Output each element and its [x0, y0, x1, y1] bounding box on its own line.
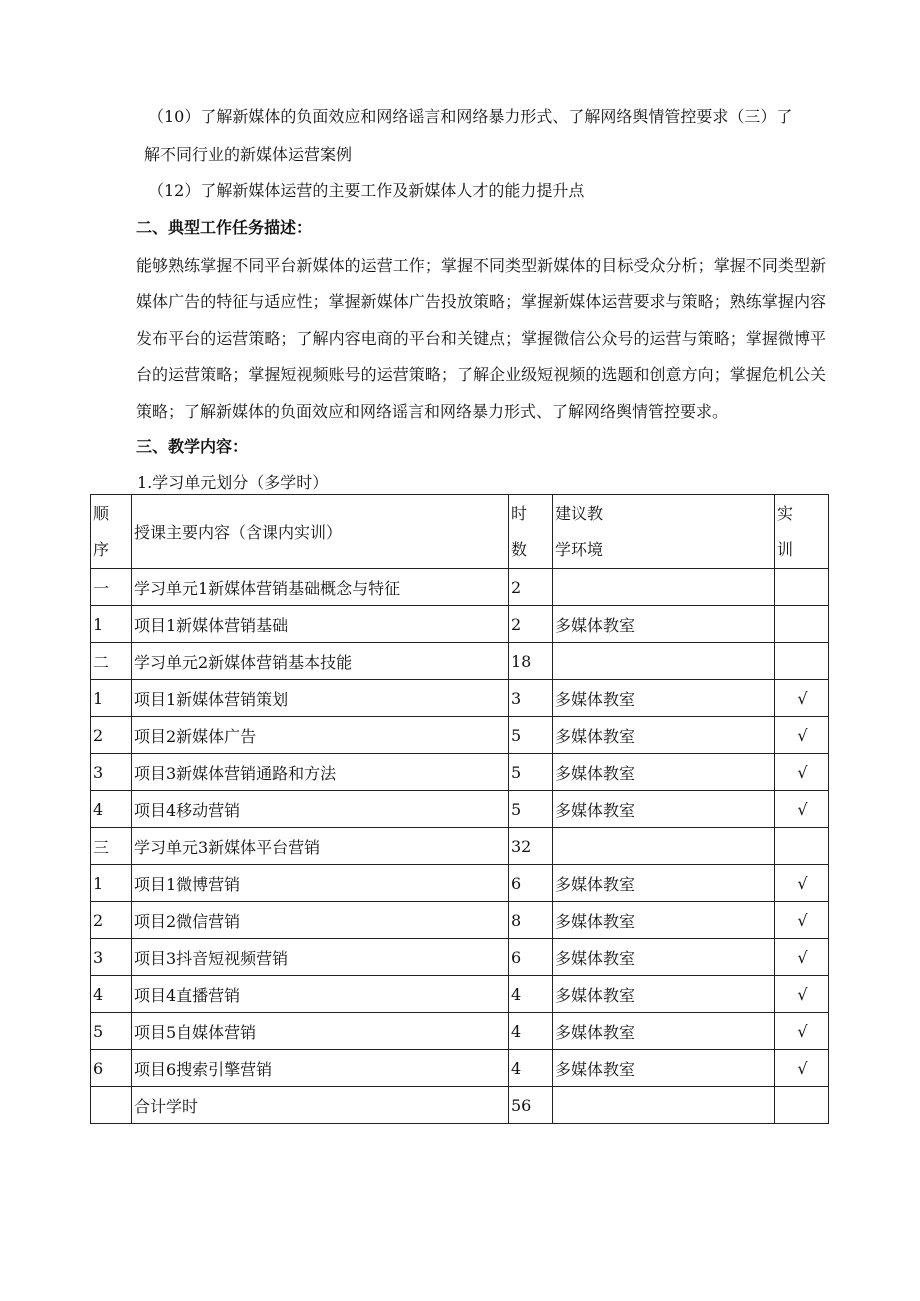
table-row — [91, 791, 829, 828]
cell-env: 多媒体教室 — [553, 939, 775, 976]
header-hours-line-2: 数 — [511, 539, 528, 559]
intro-item-10-line-1: （10）了解新媒体的负面效应和网络谣言和网络暴力形式、了解网络舆情管控要求（三）了 — [148, 107, 793, 126]
cell-hours: 2 — [509, 569, 553, 606]
cell-practice — [775, 1087, 829, 1124]
cell-hours: 32 — [509, 828, 553, 865]
header-env-line-1: 建议教 — [555, 503, 604, 523]
table-header-row — [91, 495, 829, 569]
cell-content: 项目4直播营销 — [132, 976, 509, 1013]
intro-item-12: （12）了解新媒体运营的主要工作及新媒体人才的能力提升点 — [148, 181, 585, 200]
cell-env: 多媒体教室 — [553, 1013, 775, 1050]
cell-hours: 2 — [509, 606, 553, 643]
cell-seq: 6 — [91, 1050, 132, 1087]
cell-practice: √ — [775, 976, 829, 1013]
cell-content: 项目1新媒体营销策划 — [132, 680, 509, 717]
table-row — [91, 902, 829, 939]
section-2-heading: 二、典型工作任务描述： — [136, 218, 313, 237]
table-row — [91, 865, 829, 902]
cell-hours: 4 — [509, 1013, 553, 1050]
table-row — [91, 643, 829, 680]
cell-hours: 56 — [509, 1087, 553, 1124]
cell-seq: 一 — [91, 569, 132, 606]
cell-seq — [91, 1087, 132, 1124]
table-row — [91, 976, 829, 1013]
cell-content: 项目5自媒体营销 — [132, 1013, 509, 1050]
intro-item-10-line-2: 解不同行业的新媒体运营案例 — [144, 145, 353, 164]
cell-content: 项目6搜索引擎营销 — [132, 1050, 509, 1087]
header-practice — [775, 495, 829, 569]
table-row — [91, 754, 829, 791]
cell-seq: 2 — [91, 902, 132, 939]
cell-seq: 三 — [91, 828, 132, 865]
cell-seq: 2 — [91, 717, 132, 754]
cell-seq: 5 — [91, 1013, 132, 1050]
cell-env — [553, 1087, 775, 1124]
header-env-line-2: 学环境 — [555, 539, 604, 559]
cell-practice: √ — [775, 865, 829, 902]
header-hours-line-1: 时 — [511, 503, 528, 523]
cell-practice: √ — [775, 717, 829, 754]
cell-seq: 1 — [91, 606, 132, 643]
cell-content: 学习单元3新媒体平台营销 — [132, 828, 509, 865]
cell-seq: 3 — [91, 754, 132, 791]
cell-env: 多媒体教室 — [553, 680, 775, 717]
cell-hours: 5 — [509, 754, 553, 791]
cell-hours: 6 — [509, 939, 553, 976]
header-practice-line-1: 实 — [777, 503, 794, 523]
cell-practice — [775, 828, 829, 865]
cell-content: 项目1新媒体营销基础 — [132, 606, 509, 643]
table-row — [91, 717, 829, 754]
header-hours — [509, 495, 553, 569]
table-row — [91, 1050, 829, 1087]
cell-practice — [775, 569, 829, 606]
cell-practice: √ — [775, 680, 829, 717]
cell-hours: 8 — [509, 902, 553, 939]
cell-hours: 18 — [509, 643, 553, 680]
cell-seq: 1 — [91, 680, 132, 717]
cell-env: 多媒体教室 — [553, 1050, 775, 1087]
cell-hours: 3 — [509, 680, 553, 717]
table-row — [91, 828, 829, 865]
table-row — [91, 1013, 829, 1050]
header-seq — [91, 495, 132, 569]
cell-practice: √ — [775, 902, 829, 939]
cell-seq: 二 — [91, 643, 132, 680]
cell-practice — [775, 606, 829, 643]
cell-content: 项目1微博营销 — [132, 865, 509, 902]
cell-seq: 3 — [91, 939, 132, 976]
cell-content: 项目3新媒体营销通路和方法 — [132, 754, 509, 791]
header-content-label: 授课主要内容（含课内实训） — [134, 523, 343, 542]
cell-hours: 6 — [509, 865, 553, 902]
table-row — [91, 606, 829, 643]
cell-env — [553, 569, 775, 606]
cell-content: 项目4移动营销 — [132, 791, 509, 828]
cell-hours: 4 — [509, 1050, 553, 1087]
cell-env — [553, 643, 775, 680]
learning-unit-table — [90, 494, 829, 1124]
cell-content: 学习单元2新媒体营销基本技能 — [132, 643, 509, 680]
table-caption: 1.学习单元划分（多学时） — [137, 473, 329, 492]
cell-content: 项目2微信营销 — [132, 902, 509, 939]
header-content — [132, 495, 509, 569]
table-row — [91, 1087, 829, 1124]
header-practice-line-2: 训 — [777, 539, 794, 559]
table-row — [91, 569, 829, 606]
cell-env: 多媒体教室 — [553, 754, 775, 791]
cell-content: 项目3抖音短视频营销 — [132, 939, 509, 976]
cell-env: 多媒体教室 — [553, 865, 775, 902]
header-seq-line-1: 顺 — [93, 503, 110, 523]
section-2-paragraph: 能够熟练掌握不同平台新媒体的运营工作；掌握不同类型新媒体的目标受众分析；掌握不同类型新媒体广告的特征与适应性；掌握新媒体广告投放策略；掌握新媒体运营要求与策略；熟练掌握内容发布平台的运营策略；了解内容电商的平台和关键点；掌握微信公众号的运营与策略；掌握微博平台的运营策略；掌握短视频账号的运营策略；了解企业级短视频的选题和创意方向；掌握危机公关策略；了解新媒体的负面效应和网络谣言和网络暴力形式、了解网络舆情管控要求。 — [136, 256, 826, 421]
cell-env: 多媒体教室 — [553, 717, 775, 754]
cell-hours: 5 — [509, 717, 553, 754]
cell-practice: √ — [775, 939, 829, 976]
cell-env: 多媒体教室 — [553, 976, 775, 1013]
cell-content: 合计学时 — [132, 1087, 509, 1124]
cell-practice: √ — [775, 1050, 829, 1087]
cell-content: 项目2新媒体广告 — [132, 717, 509, 754]
section-3-heading: 三、教学内容： — [136, 437, 249, 456]
cell-hours: 4 — [509, 976, 553, 1013]
table-row — [91, 939, 829, 976]
cell-practice — [775, 643, 829, 680]
cell-practice: √ — [775, 1013, 829, 1050]
table-row — [91, 680, 829, 717]
cell-env: 多媒体教室 — [553, 902, 775, 939]
cell-seq: 4 — [91, 976, 132, 1013]
cell-seq: 1 — [91, 865, 132, 902]
cell-seq: 4 — [91, 791, 132, 828]
cell-hours: 5 — [509, 791, 553, 828]
cell-env — [553, 828, 775, 865]
cell-practice: √ — [775, 791, 829, 828]
cell-content: 学习单元1新媒体营销基础概念与特征 — [132, 569, 509, 606]
cell-env: 多媒体教室 — [553, 606, 775, 643]
header-env — [553, 495, 775, 569]
cell-practice: √ — [775, 754, 829, 791]
cell-env: 多媒体教室 — [553, 791, 775, 828]
header-seq-line-2: 序 — [93, 539, 110, 559]
